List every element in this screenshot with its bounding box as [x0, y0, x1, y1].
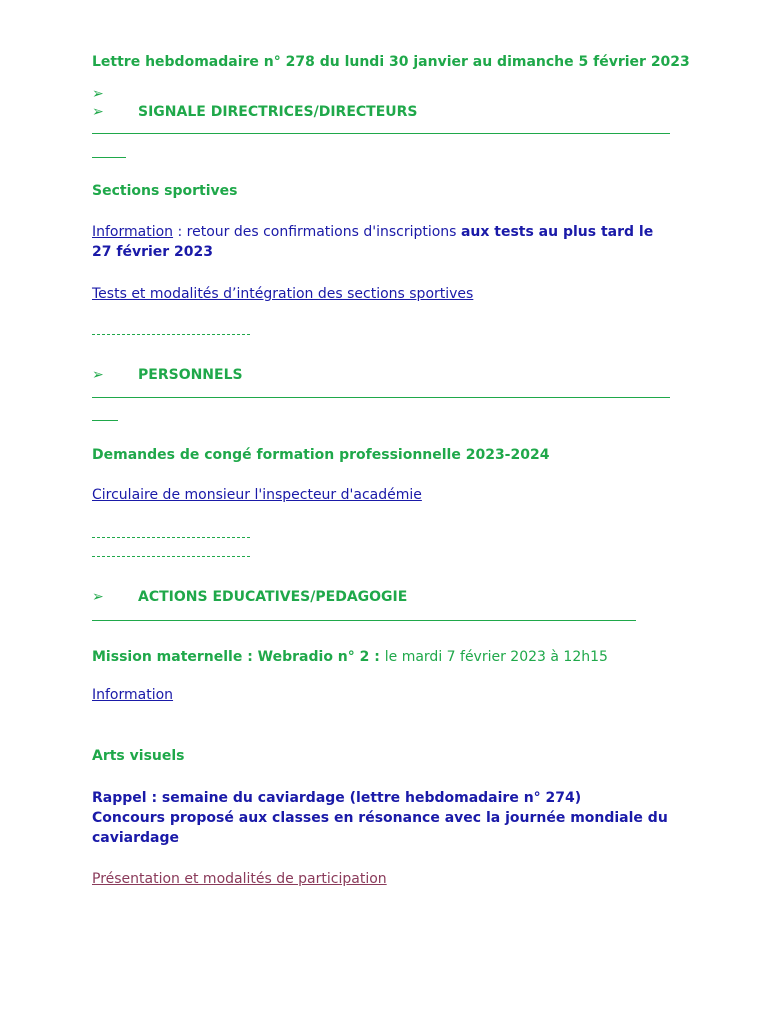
presentation-link-line [92, 869, 387, 889]
info-paragraph [92, 222, 653, 242]
arrow-icon: ➢ [92, 589, 104, 605]
dashed-separator [92, 537, 250, 538]
rappel-line-2: Concours proposé aux classes en résonance avec la journée mondiale du [92, 810, 668, 826]
section-divider [92, 620, 636, 621]
mission-maternelle-date: le mardi 7 février 2023 à 12h15 [384, 649, 608, 665]
info-text-bold: aux tests au plus tard le [460, 224, 654, 240]
section-heading-personnels [92, 365, 243, 385]
sub-heading-arts-visuels: Arts visuels [92, 748, 185, 764]
section-heading-actions [92, 587, 407, 607]
dashed-separator-thin [92, 556, 250, 557]
section-heading-signale [92, 102, 418, 122]
arrow-icon: ➢ [92, 86, 104, 102]
section-heading-signale-label: SIGNALE DIRECTRICES/DIRECTEURS [138, 104, 418, 120]
mission-maternelle-line [92, 647, 608, 667]
section-divider [92, 133, 670, 134]
section-heading-personnels-label: PERSONNELS [138, 367, 243, 383]
information-link[interactable]: Information [92, 224, 174, 240]
section-divider-tail [92, 420, 118, 421]
sub-heading-conge-formation: Demandes de congé formation professionnelle 2023-2024 [92, 447, 550, 463]
section-heading-actions-label: ACTIONS EDUCATIVES/PEDAGOGIE [138, 589, 408, 605]
dashed-separator [92, 334, 250, 335]
rappel-line-3: caviardage [92, 830, 180, 846]
presentation-modalites-link[interactable]: Présentation et modalités de participation [92, 871, 387, 887]
mission-maternelle-title: Mission maternelle : Webradio n° 2 : [92, 649, 385, 665]
info-date: 27 février 2023 [92, 244, 214, 260]
arrow-icon: ➢ [92, 104, 104, 120]
newsletter-title: Lettre hebdomadaire n° 278 du lundi 30 janvier au dimanche 5 février 2023 [92, 54, 690, 70]
empty-bullet-arrow [92, 84, 104, 104]
section-divider [92, 397, 670, 398]
tests-link-line [92, 284, 473, 304]
section-divider-tail [92, 157, 126, 158]
sub-heading-sections-sportives: Sections sportives [92, 183, 238, 199]
information-link-webradio[interactable]: Information [92, 687, 174, 703]
circulaire-link[interactable]: Circulaire de monsieur l'inspecteur d'académie [92, 487, 422, 503]
info-text: : retour des confirmations d'inscriptions [173, 224, 461, 240]
information-link-line [92, 685, 173, 705]
rappel-line-1: Rappel : semaine du caviardage (lettre hebdomadaire n° 274) [92, 790, 582, 806]
circulaire-link-line [92, 485, 422, 505]
tests-modalites-link[interactable]: Tests et modalités d’intégration des sections sportives [92, 286, 474, 302]
arrow-icon: ➢ [92, 367, 104, 383]
